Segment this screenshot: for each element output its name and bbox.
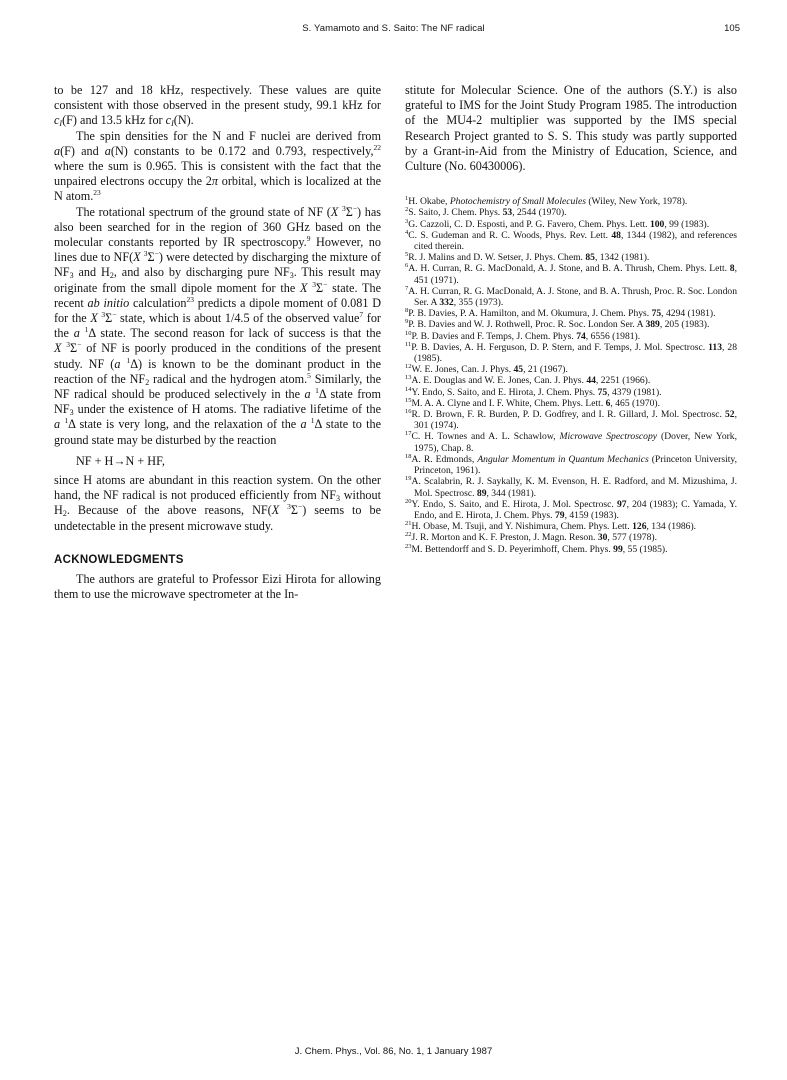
reference-number: 18 [405,452,412,460]
reference-number: 8 [405,307,409,315]
reference-item [405,409,737,431]
reference-number: 3 [405,217,409,225]
reference-number: 16 [405,408,412,416]
reference-text: A. H. Curran, R. G. MacDonald, A. J. Stone, and B. A. Thrush, Chem. Phys. Lett. 8, 451 (1971). [408,263,737,286]
reference-item [405,252,737,263]
reference-item [405,499,737,521]
footer-citation: J. Chem. Phys., Vol. 86, No. 1, 1 January 1987 [294,1046,493,1057]
paragraph: to be 127 and 18 kHz, respectively. These values are quite consistent with those observed in the present study, 99.1 kHz for $c_I(F)$ and 13.5 kHz for $c_I(N)$. [54,83,381,129]
reference-text: G. Cazzoli, C. D. Esposti, and P. G. Favero, Chem. Phys. Lett. 100, 99 (1983). [408,218,710,230]
reference-text: C. H. Townes and A. L. Schawlow, Microwave Spectroscopy (Dover, New York, 1975), Chap. 8. [411,431,738,454]
reference-text: P. B. Davies, P. A. Hamilton, and M. Okumura, J. Chem. Phys. 75, 4294 (1981). [408,308,716,320]
reference-item [405,230,737,252]
reference-item [405,387,737,398]
reference-item [405,207,737,218]
reference-item [405,544,737,555]
reference-number: 14 [405,385,412,393]
reference-item [405,454,737,476]
reference-text: W. E. Jones, Can. J. Phys. 45, 21 (1967). [411,364,568,376]
reference-number: 17 [405,430,412,438]
paragraph: The spin densities for the N and F nuclei are derived from a(F) and a(N) constants to be 0.172 and 0.793, respectively,$^{22}$ where the sum is 0.965. This is consistent with the fact that the unpaired electrons occupy the 2π orbital, which is localized at the N atom.$^{23}$ [54,128,381,204]
reference-number: 9 [405,318,409,326]
reference-text: M. Bettendorff and S. D. Peyerimhoff, Chem. Phys. 99, 55 (1985). [411,543,668,555]
reference-item [405,319,737,330]
left-column [54,83,381,602]
reference-list [405,196,737,555]
reference-number: 6 [405,262,409,270]
paragraph: The rotational spectrum of the ground state of NF (X $^3$Σ−) has also been searched for in the region of 360 GHz based on the molecular constants reported by IR spectroscopy.$^9$ However, no lines due to NF(X $^3$Σ−) were detected by discharging the mixture of $NF_3$ and $H_2$, and also by discharging pure $NF_3$. This result may originate from the small dipole moment for the X $^3$Σ− state. The recent ab initio calculation$^{23}$ predicts a dipole moment of 0.081 D for the X $^3$Σ− state, which is about 1/4.5 of the observed value$^7$ for the a $^1$Δ state. The second reason for lack of success is that the X $^3$Σ− of NF is poorly produced in the conditions of the present study. NF (a $^1$Δ) is known to be the dominant product in the reaction of the $NF_2$ radical and the hydrogen atom.$^5$ Similarly, the NF radical should be produced selectively in the a $^1$Δ state from $NF_3$ under the existence of H atoms. The radiative lifetime of the a $^1$Δ state is very long, and the relaxation of the a $^1$Δ state to the ground state may be disturbed by the reaction [54,203,382,447]
reference-number: 22 [405,531,412,539]
reference-number: 1 [405,195,409,203]
reference-number: 13 [405,374,412,382]
paragraph: The authors are grateful to Professor Eizi Hirota for allowing them to use the microwave spectrometer at the In- [54,571,381,602]
reference-text: A. H. Curran, R. G. MacDonald, A. J. Stone, and B. A. Thrush, Proc. R. Soc. London Ser. A 332, 355 (1973). [408,285,737,309]
reference-item [405,532,737,543]
reference-text: A. R. Edmonds, Angular Momentum in Quantum Mechanics (Princeton University, Princeton, 1961). [411,453,737,477]
reference-number: 5 [405,251,409,259]
reference-number: 19 [405,475,412,483]
reference-number: 12 [405,363,412,371]
reference-item [405,219,737,230]
reference-item [405,364,737,375]
reference-item [405,521,737,532]
reference-text: H. Obase, M. Tsuji, and Y. Nishimura, Chem. Phys. Lett. 126, 134 (1986). [411,521,697,533]
reference-item [405,476,737,498]
reference-number: 4 [405,228,409,236]
reference-number: 20 [405,497,412,505]
reference-item [405,286,737,308]
right-column [405,83,737,555]
reference-number: 11 [405,340,412,348]
reference-item [405,308,737,319]
reference-item [405,196,737,207]
reference-item [405,431,737,453]
reference-number: 15 [405,396,412,404]
reference-text: S. Saito, J. Chem. Phys. 53, 2544 (1970). [408,207,567,219]
reference-text: H. Okabe, Photochemistry of Small Molecules (Wiley, New York, 1978). [408,196,688,208]
reference-item [405,398,737,409]
reference-text: Y. Endo, S. Saito, and E. Hirota, J. Chem. Phys. 75, 4379 (1981). [411,386,662,398]
reference-item [405,263,737,285]
reference-text: C. S. Gudeman and R. C. Woods, Phys. Rev. Lett. 48, 1344 (1982), and references cited therein. [408,229,737,253]
reference-text: P. B. Davies and F. Temps, J. Chem. Phys. 74, 6556 (1981). [411,330,641,342]
reference-item [405,375,737,386]
reference-text: P. B. Davies and W. J. Rothwell, Proc. R. Soc. London Ser. A 389, 205 (1983). [408,319,710,331]
reaction-equation: NF + H→N + HF, [76,453,165,468]
reference-item [405,342,737,364]
reference-text: R. J. Malins and D. W. Setser, J. Phys. Chem. 85, 1342 (1981). [408,252,650,264]
paragraph: stitute for Molecular Science. One of the authors (S.Y.) is also grateful to IMS for the Joint Study Program 1985. The introduction of the MU4-2 multiplier was supported by the IMS special Research Project granted to S. S. This study was partly supported by a Grant-in-Aid from the Ministry of Education, Science, and Culture (No. 60430006). [405,83,737,174]
section-heading: ACKNOWLEDGMENTS [54,553,184,566]
paragraph: since H atoms are abundant in this reaction system. On the other hand, the NF radical is not produced efficiently from $NF_3$ without $H_2$. Because of the above reasons, NF(X $^3$Σ−) seems to be undetectable in the present microwave study. [54,473,381,533]
reference-text: P. B. Davies, A. H. Ferguson, D. P. Stern, and F. Temps, J. Mol. Spectrosc. 113, 28 (1985). [411,341,738,365]
reference-number: 21 [405,520,412,528]
reference-text: A. E. Douglas and W. E. Jones, Can. J. Phys. 44, 2251 (1966). [411,375,651,387]
reference-text: R. D. Brown, F. R. Burden, P. D. Godfrey, and I. R. Gillard, J. Mol. Spectrosc. 52, 301 (1974). [411,409,737,432]
page-number: 105 [724,23,740,34]
reference-item [405,331,737,342]
reference-number: 7 [405,284,409,292]
reference-number: 2 [405,206,409,214]
reference-text: M. A. A. Clyne and I. F. White, Chem. Phys. Lett. 6, 465 (1970). [411,397,660,409]
reference-text: J. R. Morton and K. F. Preston, J. Magn. Reson. 30, 577 (1978). [411,532,657,544]
reference-text: Y. Endo, S. Saito, and E. Hirota, J. Mol. Spectrosc. 97, 204 (1983); C. Yamada, Y. Endo, and E. Hirota, J. Chem. Phys. 79, 4159 (1983). [411,498,737,521]
running-title: S. Yamamoto and S. Saito: The NF radical [302,23,485,34]
reference-text: A. Scalabrin, R. J. Saykally, K. M. Evenson, H. E. Radford, and M. Mizushima, J. Mol. Spectrosc. 89, 344 (1981). [411,476,737,499]
reference-number: 23 [405,542,412,550]
reference-number: 10 [405,329,412,337]
